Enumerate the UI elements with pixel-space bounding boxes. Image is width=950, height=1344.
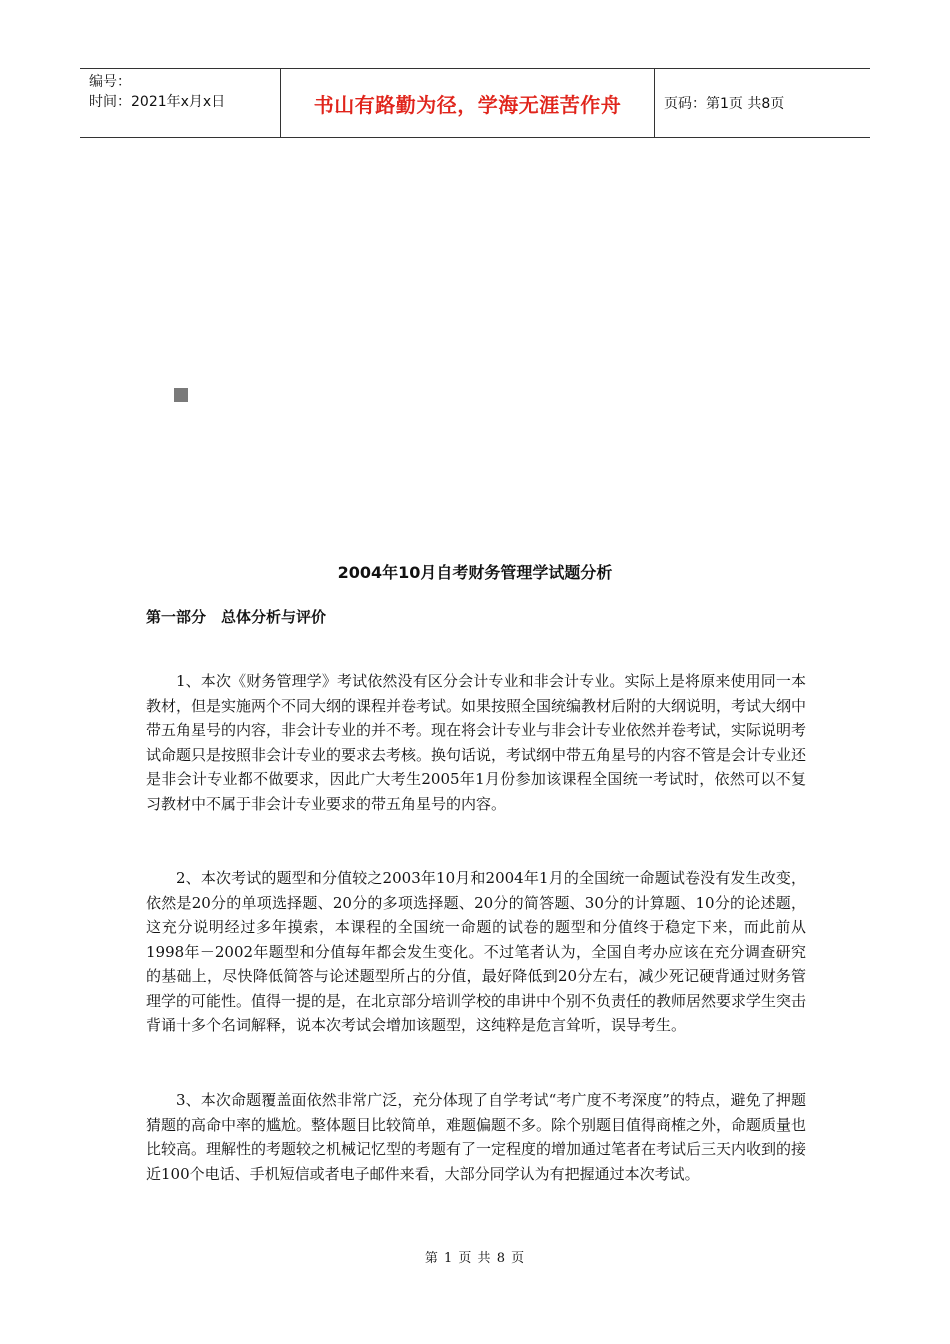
paragraph-1: 1、本次《财务管理学》考试依然没有区分会计专业和非会计专业。实际上是将原来使用同一本教材，但是实施两个不同大纲的课程并卷考试。如果按照全国统编教材后附的大纲说明，考试大纲中带五角星号的内容，非会计专业的并不考。现在将会计专业与非会计专业依然并卷考试，实际说明考试命题只是按照非会计专业的要求去考核。换句话说，考试纲中带五角星号的内容不管是会计专业还是非会计专业都不做要求，因此广大考生2005年1月份参加该课程全国统一考试时，依然可以不复习教材中不属于非会计专业要求的带五角星号的内容。 — [146, 672, 807, 813]
time-label: 时间：2021年x月x日 — [89, 94, 226, 110]
header-meta-cell — [80, 69, 281, 137]
header-page-cell — [655, 69, 870, 137]
page-info: 页码：第1页 共8页 — [664, 96, 785, 112]
page-footer: 第 1 页 共 8 页 — [424, 1251, 526, 1266]
header-motto-cell — [281, 69, 655, 137]
motto-text: 书山有路勤为径，学海无涯苦作舟 — [313, 92, 622, 117]
number-label: 编号： — [89, 74, 131, 90]
paragraph-2: 2、本次考试的题型和分值较之2003年10月和2004年1月的全国统一命题试卷没有发生改变，依然是20分的单项选择题、20分的多项选择题、20分的简答题、30分的计算题、10分的论述题，这充分说明经过多年摸索，本课程的全国统一命题的试卷的题型和分值终于稳定下来，而此前从1998年－2002年题型和分值每年都会发生变化。不过笔者认为，全国自考办应该在充分调查研究的基础上，尽快降低简答与论述题型所占的分值，最好降低到20分左右，减少死记硬背通过财务管理学的可能性。值得一提的是，在北京部分培训学校的串讲中个别不负责任的教师居然要求学生突击背诵十多个名词解释，说本次考试会增加该题型，这纯粹是危言耸听，误导考生。 — [146, 869, 807, 1034]
section-heading: 第一部分 总体分析与评价 — [146, 608, 327, 626]
square-marker-icon — [174, 388, 188, 402]
document-title: 2004年10月自考财务管理学试题分析 — [337, 563, 613, 582]
paragraph-3: 3、本次命题覆盖面依然非常广泛，充分体现了自学考试“考广度不考深度”的特点，避免了押题猜题的高命中率的尴尬。整体题目比较简单，难题偏题不多。除个别题目值得商榷之外，命题质量也比较高。理解性的考题较之机械记忆型的考题有了一定程度的增加通过笔者在考试后三天内收到的接近100个电话、手机短信或者电子邮件来看，大部分同学认为有把握通过本次考试。 — [146, 1091, 807, 1183]
document-header — [80, 68, 870, 138]
